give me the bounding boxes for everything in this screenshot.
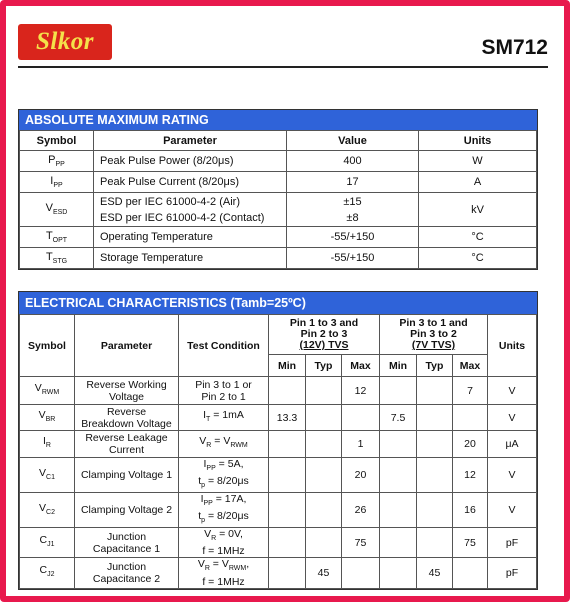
value-cell (417, 431, 453, 458)
unit-cell: °C (419, 227, 537, 248)
parameter-cell: Peak Pulse Power (8/20μs) (94, 151, 287, 172)
symbol-cell: $V_{C1}$ (20, 458, 75, 493)
value-cell: 16 (453, 493, 488, 528)
ec-col-group-12v: Pin 1 to 3 and Pin 2 to 3 (12V) TVS (269, 315, 380, 355)
value-cell: ±15 ±8 (287, 193, 419, 227)
unit-cell: W (419, 151, 537, 172)
ec-col-group-7v: Pin 3 to 1 and Pin 3 to 2 (7V TVS) (380, 315, 488, 355)
brand-logo (18, 24, 112, 60)
value-cell: 12 (342, 377, 380, 405)
ec-title: ELECTRICAL CHARACTERISTICS (Tamb=25ºC) (19, 292, 537, 314)
parameter-cell: Reverse Breakdown Voltage (75, 405, 179, 431)
value-cell (380, 528, 417, 558)
value-cell: 45 (417, 558, 453, 588)
value-cell (306, 493, 342, 528)
value-cell (269, 377, 306, 405)
test-cell: Pin 3 to 1 or Pin 2 to 1 (179, 377, 269, 405)
amr-col-parameter: Parameter (94, 131, 287, 151)
ec-col-typ: Typ (306, 355, 342, 377)
test-cell: $V_R = V_{RWM}$ (179, 431, 269, 458)
unit-cell: pF (488, 528, 537, 558)
symbol-cell: $V_{C2}$ (20, 493, 75, 528)
symbol-cell: $I_R$ (20, 431, 75, 458)
value-cell (306, 405, 342, 431)
value-cell (380, 431, 417, 458)
symbol-cell: $V_{BR}$ (20, 405, 75, 431)
unit-cell: μA (488, 431, 537, 458)
value-cell (306, 458, 342, 493)
parameter-cell: Clamping Voltage 1 (75, 458, 179, 493)
table-row (20, 172, 537, 193)
value-cell: 7 (453, 377, 488, 405)
amr-col-symbol: Symbol (20, 131, 94, 151)
parameter-cell: Operating Temperature (94, 227, 287, 248)
value-cell: 20 (453, 431, 488, 458)
symbol-cell: $T_{STG}$ (20, 248, 94, 269)
value-cell (380, 493, 417, 528)
ec-col-typ: Typ (417, 355, 453, 377)
test-cell: $V_R = 0V$, f = 1MHz (179, 528, 269, 558)
value-cell: 7.5 (380, 405, 417, 431)
unit-cell: pF (488, 558, 537, 588)
value-cell: -55/+150 (287, 227, 419, 248)
value-cell: 20 (342, 458, 380, 493)
value-cell: 400 (287, 151, 419, 172)
parameter-cell: Peak Pulse Current (8/20μs) (94, 172, 287, 193)
value-cell (269, 458, 306, 493)
value-cell: 1 (342, 431, 380, 458)
table-row (20, 558, 537, 588)
value-cell (306, 431, 342, 458)
unit-cell: V (488, 405, 537, 431)
amr-col-value: Value (287, 131, 419, 151)
value-cell: 12 (453, 458, 488, 493)
table-row (20, 377, 537, 405)
value-cell (306, 377, 342, 405)
table-row (20, 248, 537, 269)
table-row (20, 458, 537, 493)
symbol-cell: $C_{J2}$ (20, 558, 75, 588)
ec-col-min: Min (380, 355, 417, 377)
amr-table (19, 130, 537, 269)
test-cell: $I_{PP} = 17A$, $t_p = 8/20\mu s$ (179, 493, 269, 528)
ec-col-min: Min (269, 355, 306, 377)
symbol-cell: $P_{PP}$ (20, 151, 94, 172)
unit-cell: A (419, 172, 537, 193)
ec-section (18, 291, 538, 590)
symbol-cell: $V_{ESD}$ (20, 193, 94, 227)
value-cell: 26 (342, 493, 380, 528)
unit-cell: V (488, 377, 537, 405)
value-cell (306, 528, 342, 558)
amr-section (18, 109, 538, 270)
symbol-cell: $C_{J1}$ (20, 528, 75, 558)
value-cell (269, 528, 306, 558)
value-cell (342, 558, 380, 588)
value-cell (453, 558, 488, 588)
parameter-cell: Reverse Leakage Current (75, 431, 179, 458)
value-cell: 75 (453, 528, 488, 558)
part-number: SM712 (481, 36, 548, 59)
table-row (20, 431, 537, 458)
parameter-cell: Junction Capacitance 1 (75, 528, 179, 558)
table-row (20, 227, 537, 248)
value-cell (269, 493, 306, 528)
value-cell (417, 458, 453, 493)
value-cell (269, 431, 306, 458)
test-cell: $I_T = 1mA$ (179, 405, 269, 431)
parameter-cell: Clamping Voltage 2 (75, 493, 179, 528)
table-row (20, 528, 537, 558)
symbol-cell: $I_{PP}$ (20, 172, 94, 193)
parameter-cell: Storage Temperature (94, 248, 287, 269)
ec-col-max: Max (342, 355, 380, 377)
unit-cell: kV (419, 193, 537, 227)
value-cell (417, 377, 453, 405)
value-cell (453, 405, 488, 431)
table-row (20, 493, 537, 528)
value-cell (417, 528, 453, 558)
test-cell: $I_{PP} = 5A$, $t_p = 8/20\mu s$ (179, 458, 269, 493)
value-cell: 13.3 (269, 405, 306, 431)
symbol-cell: $T_{OPT}$ (20, 227, 94, 248)
header-rule (18, 66, 548, 68)
value-cell (269, 558, 306, 588)
unit-cell: °C (419, 248, 537, 269)
ec-col-max: Max (453, 355, 488, 377)
unit-cell: V (488, 458, 537, 493)
table-row (20, 193, 537, 227)
value-cell: 75 (342, 528, 380, 558)
value-cell (380, 558, 417, 588)
ec-col-units: Units (488, 315, 537, 377)
test-cell: $V_R = V_{RWM}$, f = 1MHz (179, 558, 269, 588)
parameter-cell: ESD per IEC 61000-4-2 (Air) ESD per IEC 61000-4-2 (Contact) (94, 193, 287, 227)
ec-col-parameter: Parameter (75, 315, 179, 377)
ec-col-test: Test Condition (179, 315, 269, 377)
logo-text: Slkor (35, 28, 95, 55)
value-cell (417, 493, 453, 528)
value-cell (342, 405, 380, 431)
value-cell: -55/+150 (287, 248, 419, 269)
ec-col-symbol: Symbol (20, 315, 75, 377)
value-cell: 17 (287, 172, 419, 193)
unit-cell: V (488, 493, 537, 528)
amr-title: ABSOLUTE MAXIMUM RATING (19, 110, 537, 130)
ec-table (19, 314, 537, 589)
value-cell (380, 377, 417, 405)
table-row (20, 405, 537, 431)
amr-col-units: Units (419, 131, 537, 151)
value-cell: 45 (306, 558, 342, 588)
value-cell (380, 458, 417, 493)
value-cell (417, 405, 453, 431)
symbol-cell: $V_{RWM}$ (20, 377, 75, 405)
parameter-cell: Reverse Working Voltage (75, 377, 179, 405)
table-row (20, 151, 537, 172)
parameter-cell: Junction Capacitance 2 (75, 558, 179, 588)
